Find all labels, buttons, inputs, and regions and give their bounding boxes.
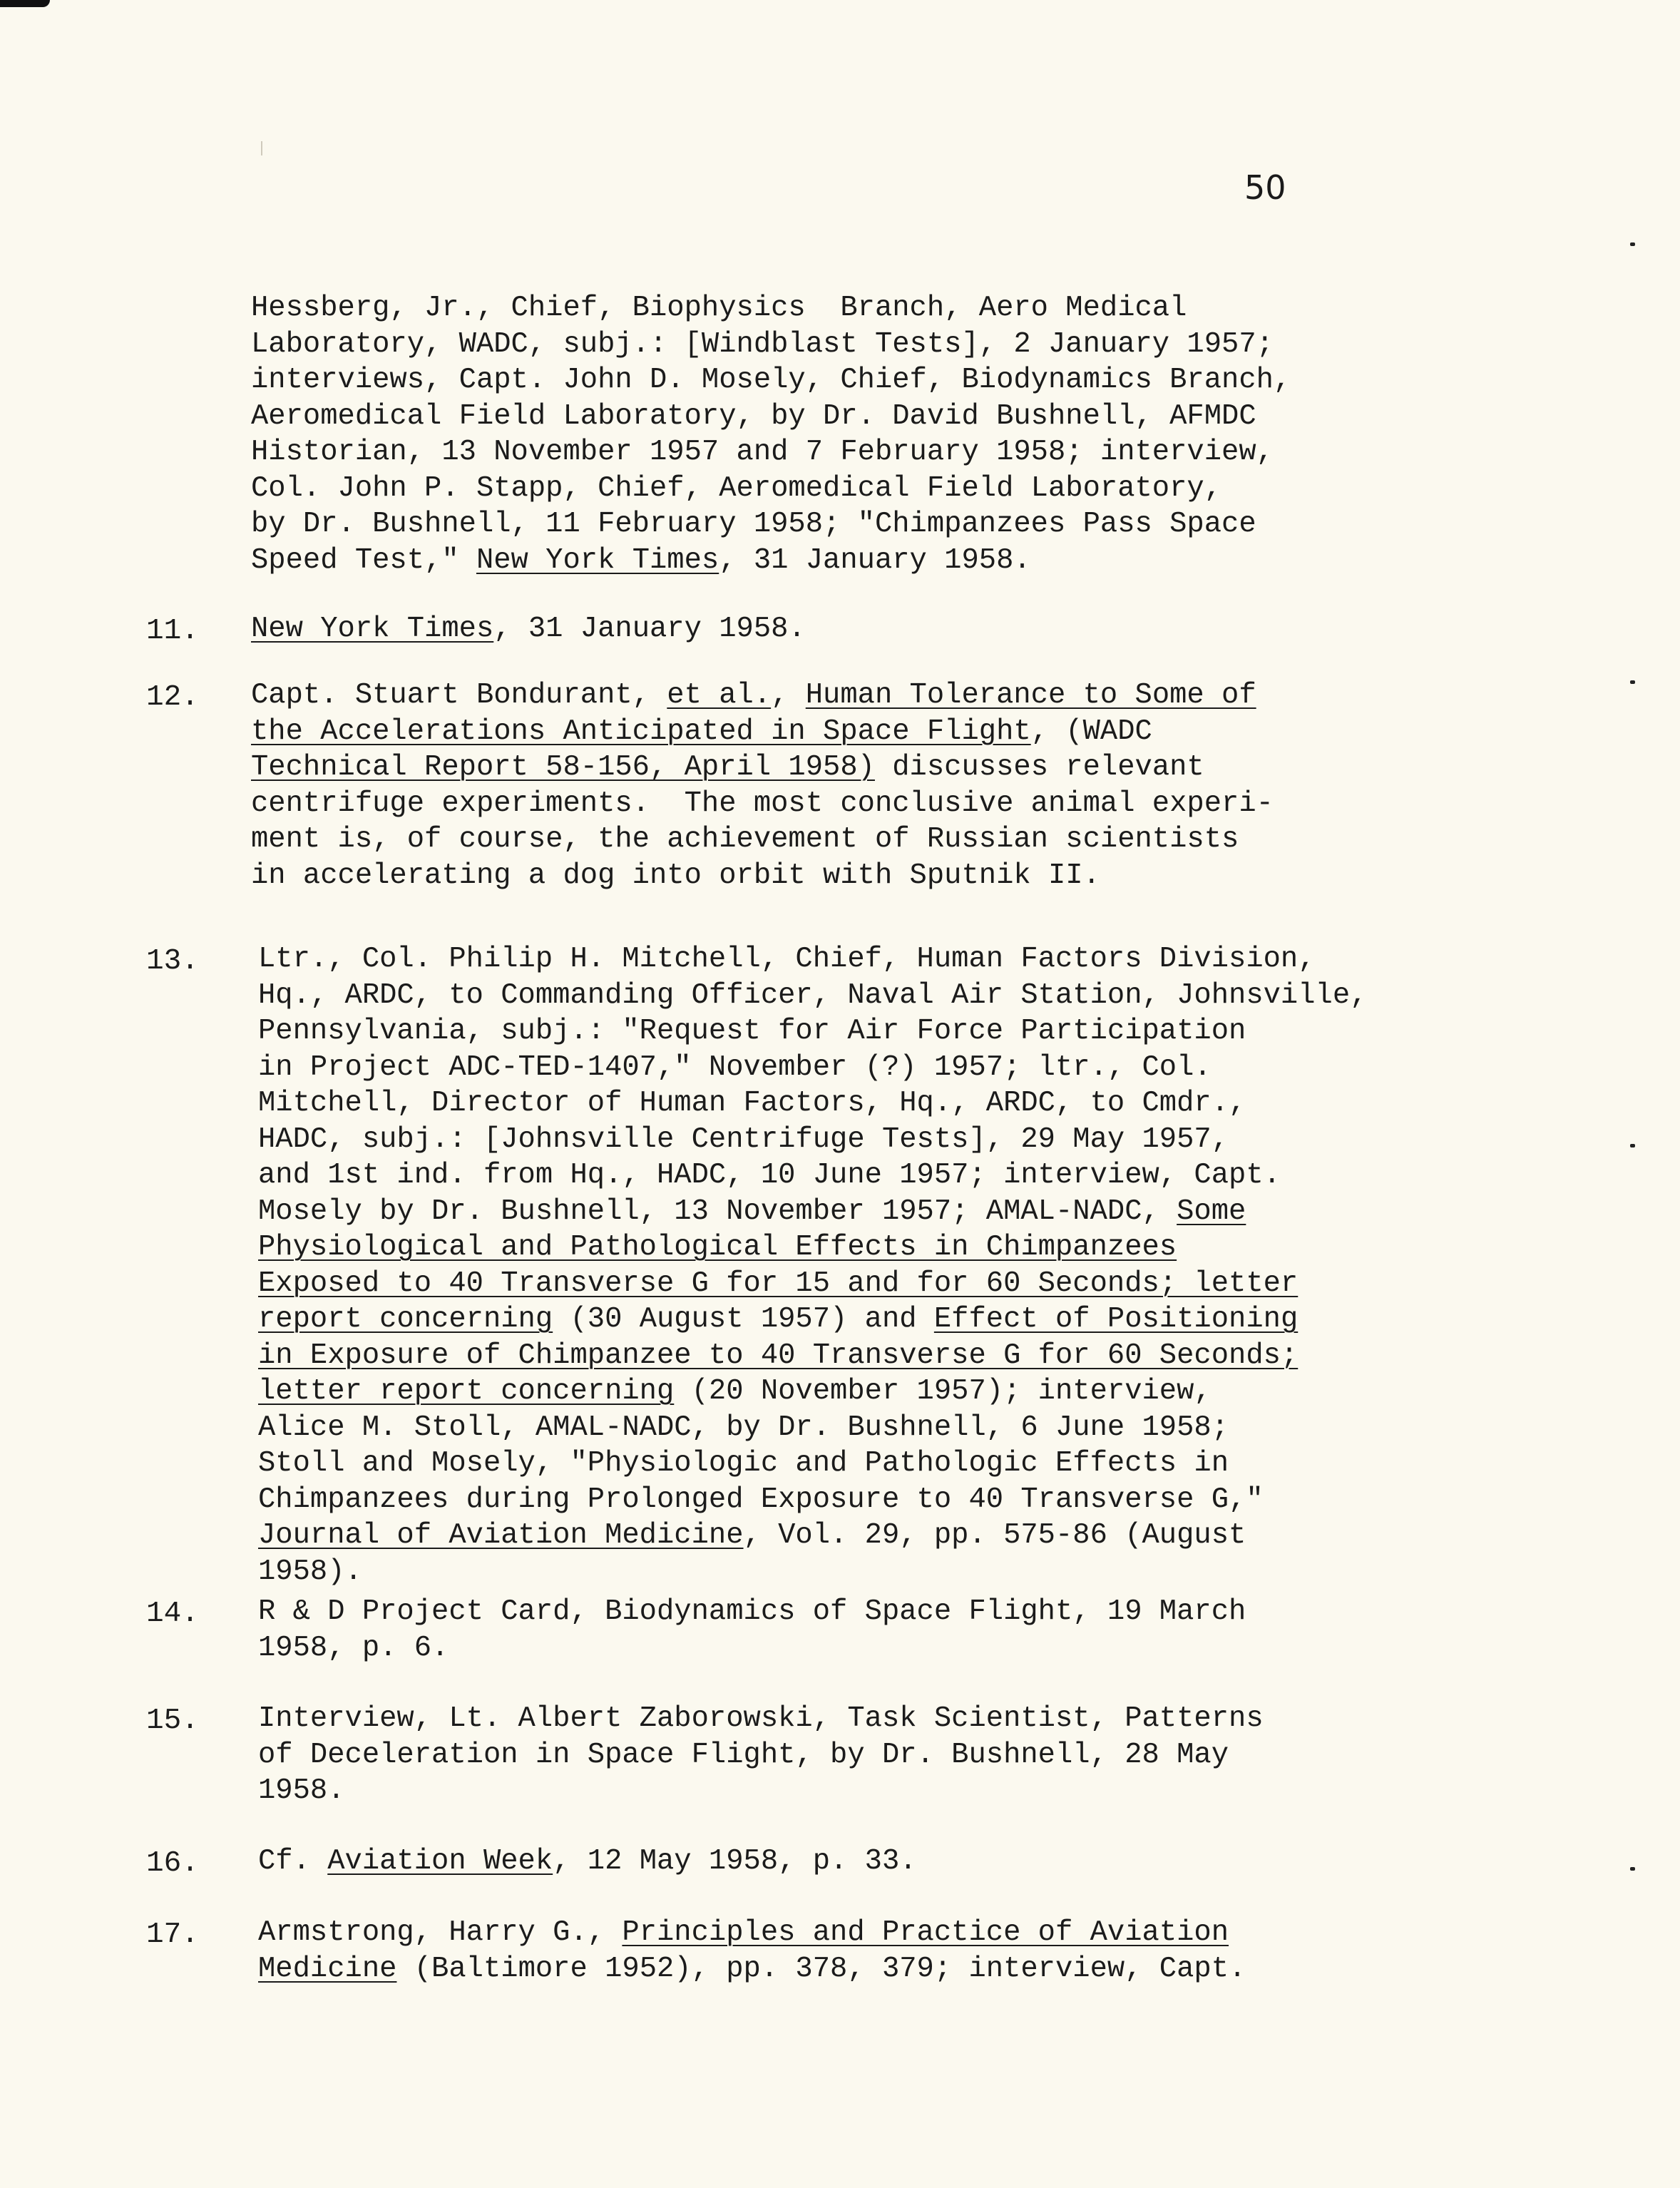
- endnote-line: [251, 399, 1256, 433]
- endnote-line: [258, 1125, 1229, 1155]
- underlined-title: et al.: [667, 679, 772, 712]
- text-run: , 31 January 1958.: [493, 613, 806, 645]
- text-run: in accelerating a dog into orbit with Sputnik II.: [251, 859, 1100, 892]
- underlined-title: Technical Report 58-156, April 1958): [251, 751, 875, 784]
- text-run: Mosely by Dr. Bushnell, 13 November 1957; AMAL-NADC,: [258, 1195, 1177, 1228]
- text-run: , Vol. 29, pp. 575-86 (August: [743, 1519, 1246, 1552]
- endnote-number: 11.: [146, 615, 199, 648]
- underlined-title: Exposed to 40 Transverse G for 15 and for 60 Seconds; letter: [258, 1267, 1299, 1300]
- text-run: (30 August 1957) and: [553, 1303, 934, 1336]
- endnote-line: [258, 1161, 1281, 1190]
- endnote-line: [258, 1952, 1246, 1985]
- endnote-number: 15.: [146, 1704, 199, 1737]
- text-run: Pennsylvania, subj.: "Request for Air Force Participation: [258, 1015, 1246, 1048]
- text-run: discusses relevant: [874, 751, 1204, 784]
- endnote-line: [258, 1449, 1229, 1478]
- endnote-line: [258, 1483, 1264, 1516]
- text-run: in Project ADC-TED-1407," November (?) 1957; ltr., Col.: [258, 1050, 1212, 1084]
- underlined-title: Effect of Positioning: [933, 1303, 1299, 1336]
- endnote-line: [251, 471, 1222, 505]
- endnote-line: [251, 789, 1274, 819]
- endnote-line: [258, 945, 1316, 974]
- endnote-line: [258, 1918, 1229, 1948]
- endnote-line: [258, 1631, 449, 1665]
- underlined-title: New York Times: [251, 613, 494, 645]
- endnote-line: [251, 615, 806, 644]
- endnote-line: [258, 1341, 1298, 1371]
- scan-corner-mark: [0, 0, 50, 7]
- underlined-title: New York Times: [476, 543, 719, 577]
- endnote-line: [251, 510, 1256, 539]
- text-run: ment is, of course, the achievement of Russian scientists: [251, 823, 1239, 856]
- endnote-line: [251, 681, 1256, 710]
- text-run: Cf.: [258, 1845, 328, 1878]
- text-run: Hessberg, Jr., Chief, Biophysics Branch, Aero Medical: [251, 292, 1187, 324]
- text-run: Col. John P. Stapp, Chief, Aeromedical Field Laboratory,: [251, 471, 1222, 505]
- text-run: Alice M. Stoll, AMAL-NADC, by Dr. Bushnell, 6 June 1958;: [258, 1411, 1229, 1444]
- endnote-line: [258, 1774, 345, 1807]
- endnote-line: [258, 1233, 1177, 1262]
- margin-tick: [1630, 1867, 1635, 1871]
- underlined-title: Human Tolerance to Some of: [805, 679, 1256, 712]
- text-run: Mitchell, Director of Human Factors, Hq., ARDC, to Cmdr.,: [258, 1087, 1246, 1120]
- endnote-number: 16.: [146, 1847, 199, 1880]
- endnote-line: [258, 1738, 1229, 1772]
- underlined-title: in Exposure of Chimpanzee to 40 Transverse G for 60 Seconds;: [258, 1339, 1299, 1372]
- endnote-line: [258, 1197, 1246, 1227]
- endnote-line: [258, 1377, 1212, 1406]
- endnote-line: [258, 978, 1368, 1012]
- endnote-line: [251, 859, 1100, 892]
- underlined-title: Medicine: [258, 1952, 397, 1985]
- text-run: Speed Test,": [251, 543, 476, 577]
- endnote-line: [251, 294, 1187, 323]
- endnote-line: [258, 1597, 1246, 1627]
- endnote-number: 13.: [146, 945, 199, 978]
- endnote-line: [251, 753, 1204, 782]
- underlined-title: report concerning: [258, 1303, 553, 1336]
- text-run: Ltr., Col. Philip H. Mitchell, Chief, Human Factors Division,: [258, 943, 1316, 976]
- underlined-title: Principles and Practice of Aviation: [622, 1916, 1229, 1949]
- text-run: ,: [771, 679, 806, 712]
- endnote-line: [258, 1704, 1264, 1734]
- text-run: , 12 May 1958, p. 33.: [553, 1845, 917, 1878]
- text-run: HADC, subj.: [Johnsville Centrifuge Tests], 29 May 1957,: [258, 1123, 1229, 1156]
- endnote-line: [258, 1521, 1246, 1550]
- text-run: Aeromedical Field Laboratory, by Dr. David Bushnell, AFMDC: [251, 399, 1256, 433]
- endnote-line: [258, 1413, 1229, 1443]
- text-run: Armstrong, Harry G.,: [258, 1916, 623, 1949]
- text-run: , 31 January 1958.: [719, 543, 1031, 577]
- text-run: R & D Project Card, Biodynamics of Space Flight, 19 March: [258, 1595, 1246, 1628]
- endnote-line: [258, 1305, 1298, 1334]
- text-run: 1958).: [258, 1555, 362, 1588]
- endnote-line: [251, 825, 1239, 854]
- underlined-title: Aviation Week: [327, 1845, 553, 1878]
- scan-speck: [261, 141, 262, 155]
- text-run: and 1st ind. from Hq., HADC, 10 June 1957; interview, Capt.: [258, 1159, 1281, 1192]
- text-run: Hq., ARDC, to Commanding Officer, Naval Air Station, Johnsville,: [258, 978, 1368, 1012]
- endnote-line: [251, 327, 1274, 361]
- margin-tick: [1630, 680, 1635, 684]
- endnote-number: 14.: [146, 1597, 199, 1630]
- endnote-line: [251, 543, 1031, 577]
- underlined-title: the Accelerations Anticipated in Space Flight: [251, 715, 1031, 748]
- text-run: by Dr. Bushnell, 11 February 1958; "Chimpanzees Pass Space: [251, 508, 1256, 541]
- margin-tick: [1630, 242, 1635, 246]
- text-run: Historian, 13 November 1957 and 7 February 1958; interview,: [251, 436, 1274, 469]
- margin-tick: [1630, 1144, 1635, 1147]
- endnote-line: [258, 1050, 1212, 1084]
- underlined-title: Physiological and Pathological Effects in Chimpanzees: [258, 1231, 1177, 1264]
- endnote-line: [258, 1017, 1246, 1046]
- endnote-line: [251, 438, 1274, 467]
- text-run: Stoll and Mosely, "Physiologic and Pathologic Effects in: [258, 1447, 1229, 1480]
- endnote-line: [258, 1555, 362, 1588]
- text-run: (20 November 1957); interview,: [674, 1375, 1212, 1408]
- page-number: 50: [1244, 168, 1286, 207]
- underlined-title: letter report concerning: [258, 1375, 675, 1408]
- endnote-line: [251, 717, 1152, 747]
- endnote-number: 12.: [146, 681, 199, 714]
- underlined-title: Some: [1177, 1195, 1246, 1228]
- endnote-number: 17.: [146, 1918, 199, 1951]
- text-run: (Baltimore 1952), pp. 378, 379; interview, Capt.: [396, 1952, 1246, 1985]
- endnote-line: [258, 1089, 1246, 1118]
- text-run: centrifuge experiments. The most conclusive animal experi-: [251, 787, 1274, 820]
- endnote-line: [258, 1269, 1298, 1299]
- text-run: of Deceleration in Space Flight, by Dr. Bushnell, 28 May: [258, 1738, 1229, 1772]
- underlined-title: Journal of Aviation Medicine: [258, 1519, 744, 1552]
- text-run: Chimpanzees during Prolonged Exposure to 40 Transverse G,": [258, 1483, 1264, 1516]
- endnote-line: [251, 366, 1291, 395]
- text-run: Laboratory, WADC, subj.: [Windblast Tests], 2 January 1957;: [251, 327, 1274, 361]
- text-run: interviews, Capt. John D. Mosely, Chief, Biodynamics Branch,: [251, 364, 1291, 397]
- endnote-line: [258, 1847, 917, 1876]
- text-run: 1958.: [258, 1774, 345, 1807]
- text-run: 1958, p. 6.: [258, 1631, 449, 1665]
- text-run: Interview, Lt. Albert Zaborowski, Task Scientist, Patterns: [258, 1702, 1264, 1735]
- text-run: Capt. Stuart Bondurant,: [251, 679, 667, 712]
- text-run: , (WADC: [1030, 715, 1152, 748]
